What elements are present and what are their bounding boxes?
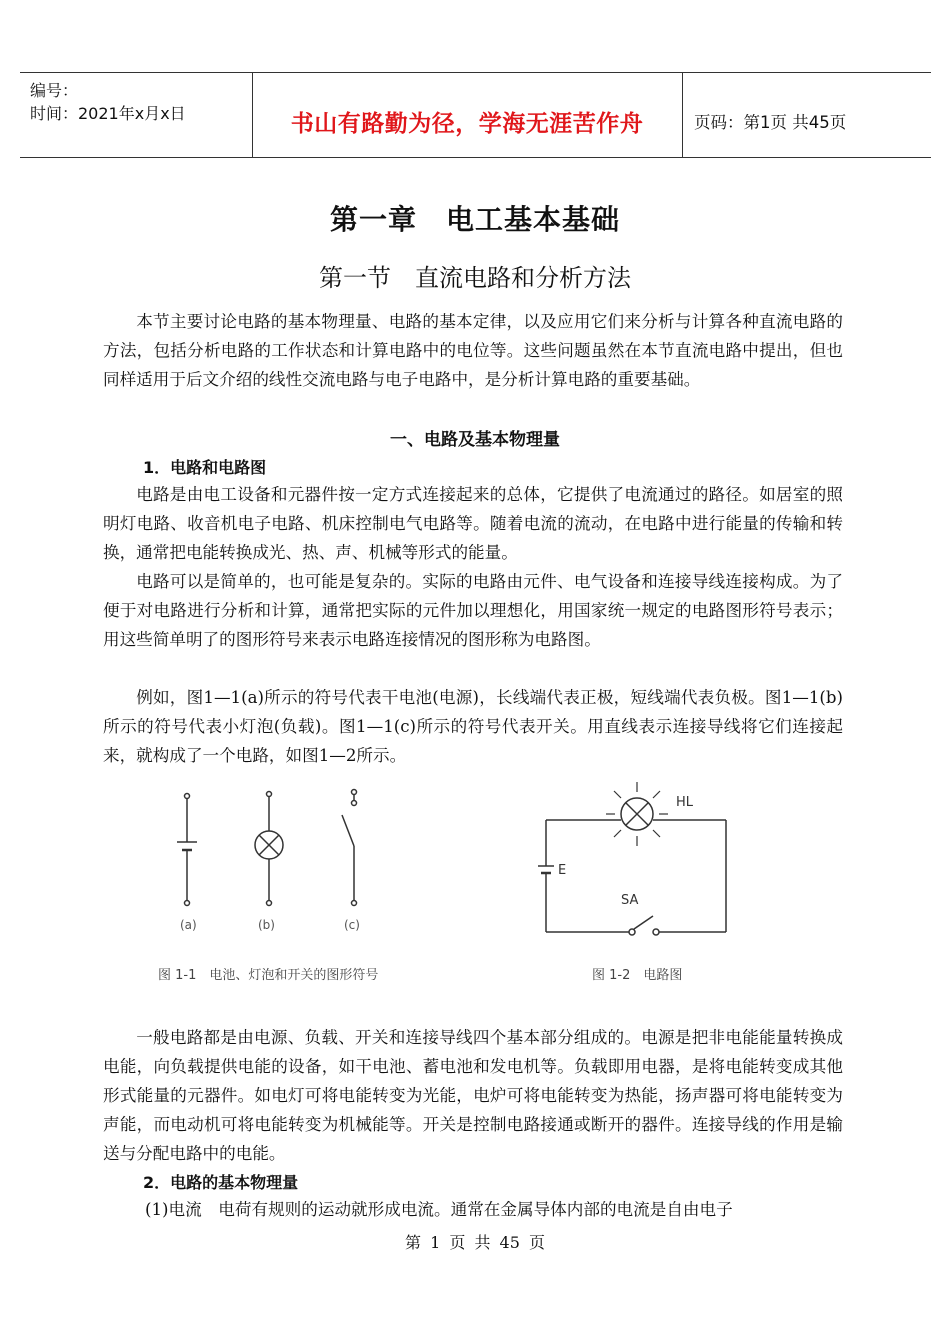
- document-time-label: 时间：2021年x月x日: [30, 104, 186, 123]
- figure-1-1-label-a: (a): [180, 918, 197, 932]
- header-page-cell: [682, 73, 931, 157]
- label-e: E: [558, 863, 567, 878]
- terminal-c-bottom: [352, 901, 357, 906]
- subheading-2: 2．电路的基本物理量: [143, 1173, 299, 1192]
- paragraph-1: 电路是由电工设备和元器件按一定方式连接起来的总体，它提供了电流通过的路径。如居室的照明灯电路、收音机电子电路、机床控制电气电路等。随着电流的流动，在电路中进行能量的传输和转换，通常把电能转换成光、热、声、机械等形式的能量。: [103, 485, 843, 562]
- figure-1-2: [528, 776, 738, 941]
- document-number-label: 编号：: [30, 81, 79, 100]
- circuit-switch-blade: [634, 916, 653, 929]
- header-page-code: 页码：第1页 共45页: [694, 113, 847, 132]
- label-sa: SA: [621, 893, 639, 908]
- paragraph-3: 例如，图1—1(a)所示的符号代表干电池(电源)，长线端代表正极，短线端代表负极。图1—1(b)所示的符号代表小灯泡(负载)。图1—1(c)所示的符号代表开关。用直线表示连接导线将它们连接起来，就构成了一个电路，如图1—2所示。: [103, 688, 843, 765]
- figure-1-2-caption: 图 1-2 电路图: [592, 968, 683, 983]
- switch-contact: [352, 801, 357, 806]
- paragraph-5: (1)电流 电荷有规则的运动就形成电流。通常在金属导体内部的电流是自由电子: [145, 1200, 733, 1219]
- terminal-a-bottom: [185, 901, 190, 906]
- header-meta-cell: [20, 73, 253, 157]
- page-footer: 第 1 页 共 45 页: [405, 1233, 545, 1252]
- switch-blade: [342, 815, 354, 846]
- subheading-1: 1．电路和电路图: [143, 458, 267, 477]
- intro-paragraph: 本节主要讨论电路的基本物理量、电路的基本定律，以及应用它们来分析与计算各种直流电路的方法，包括分析电路的工作状态和计算电路中的电位等。这些问题虽然在本节直流电路中提出，但也同样适用于后文介绍的线性交流电路与电子电路中，是分析计算电路的重要基础。: [103, 312, 843, 389]
- figure-1-1-label-b: (b): [258, 918, 275, 932]
- chapter-title: 第一章 电工基本基础: [329, 203, 620, 236]
- paragraph-2: 电路可以是简单的，也可能是复杂的。实际的电路由元件、电气设备和连接导线连接构成。为了便于对电路进行分析和计算，通常把实际的元件加以理想化，用国家统一规定的电路图形符号表示；用这些简单明了的图形符号来表示电路连接情况的图形称为电路图。: [103, 572, 843, 649]
- figure-1-1-label-c: (c): [344, 918, 360, 932]
- header-motto: 书山有路勤为径，学海无涯苦作舟: [290, 111, 644, 137]
- terminal-b-top: [267, 792, 272, 797]
- page-header: [20, 72, 931, 158]
- switch-terminal-right: [653, 929, 659, 935]
- terminal-a-top: [185, 794, 190, 799]
- header-motto-cell: [252, 73, 683, 157]
- section-title: 第一节 直流电路和分析方法: [319, 264, 631, 292]
- heading-1: 一、电路及基本物理量: [390, 430, 560, 450]
- terminal-b-bottom: [267, 901, 272, 906]
- switch-terminal-left: [629, 929, 635, 935]
- figure-1-1-caption: 图 1-1 电池、灯泡和开关的图形符号: [158, 968, 379, 983]
- terminal-c-top: [352, 790, 357, 795]
- label-hl: HL: [676, 795, 694, 810]
- paragraph-4: 一般电路都是由电源、负载、开关和连接导线四个基本部分组成的。电源是把非电能能量转换成电能，向负载提供电能的设备，如干电池、蓄电池和发电机等。负载即用电器，是将电能转变成其他形式能量的元器件。如电灯可将电能转变为光能，电炉可将电能转变为热能，扬声器可将电能转变为声能，而电动机可将电能转变为机械能等。开关是控制电路接通或断开的器件。连接导线的作用是输送与分配电路中的电能。: [103, 1028, 843, 1163]
